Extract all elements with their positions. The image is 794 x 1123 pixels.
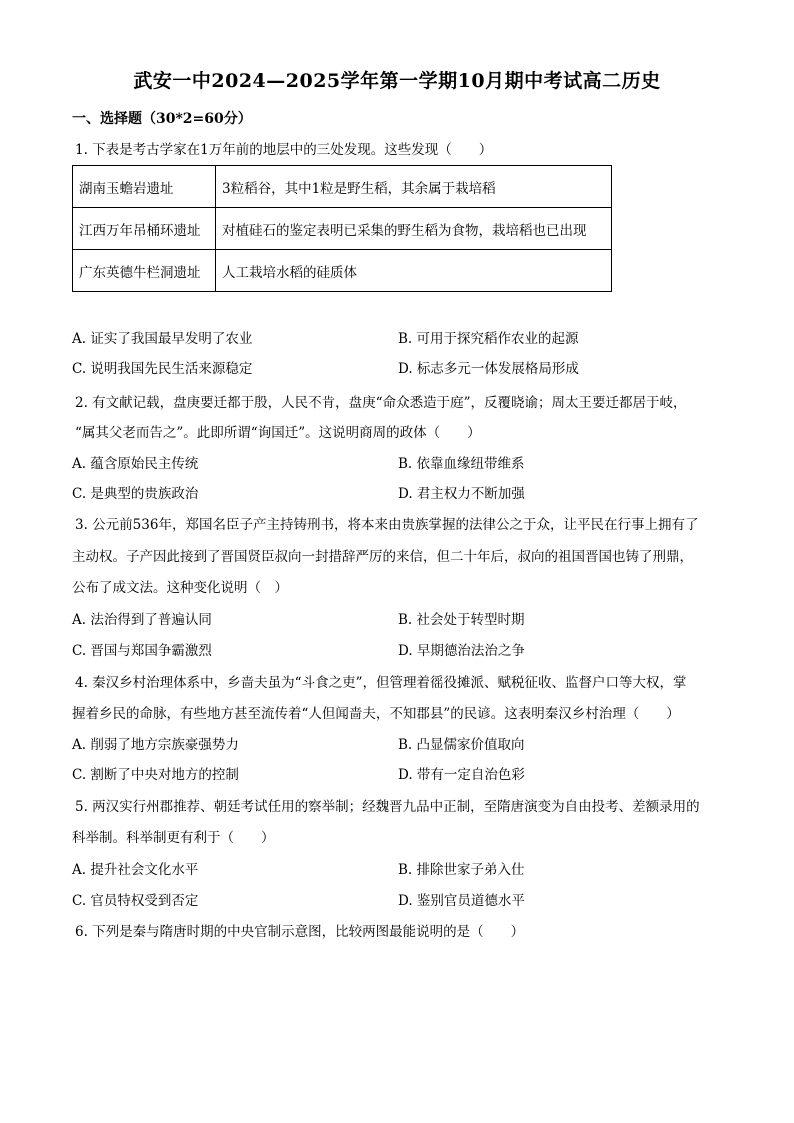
q5-option-c: C. 官员特权受到否定 — [72, 893, 199, 909]
table-cell-site: 江西万年吊桶环遗址 — [73, 208, 216, 250]
q1-option-c: C. 说明我国先民生活来源稳定 — [72, 361, 253, 377]
q2-option-a: A. 蕴含原始民主传统 — [72, 456, 199, 472]
table-cell-finding: 对植硅石的鉴定表明已采集的野生稻为食物，栽培稻也已出现 — [216, 208, 612, 250]
q4-option-a: A. 削弱了地方宗族豪强势力 — [72, 737, 239, 753]
q3-option-c: C. 晋国与郑国争霸激烈 — [72, 643, 212, 659]
q5-stem-line1: 5. 两汉实行州郡推荐、朝廷考试任用的察举制；经魏晋九品中正制，至隋唐演变为自由投考、差额录用的 — [75, 799, 700, 815]
q4-option-c: C. 割断了中央对地方的控制 — [72, 767, 239, 783]
q3-option-a: A. 法治得到了普遍认同 — [72, 612, 212, 628]
q2-option-c: C. 是典型的贵族政治 — [72, 486, 199, 502]
q4-stem-line1: 4. 秦汉乡村治理体系中，乡啬夫虽为“斗食之吏”，但管理着徭役摊派、赋税征收、监督户口等大权，掌 — [75, 675, 687, 691]
q1-option-a: A. 证实了我国最早发明了农业 — [72, 331, 253, 347]
q3-stem-line3: 公布了成文法。这种变化说明（ ） — [72, 580, 288, 596]
table-row — [73, 166, 612, 208]
q5-option-d: D. 鉴别官员道德水平 — [398, 893, 525, 909]
q3-option-d: D. 早期德治法治之争 — [398, 643, 525, 659]
q5-option-b: B. 排除世家子弟入仕 — [398, 862, 525, 878]
table-cell-finding: 人工栽培水稻的硅质体 — [216, 250, 612, 292]
q6-stem: 6. 下列是秦与隋唐时期的中央官制示意图，比较两图最能说明的是（ ） — [75, 924, 525, 940]
q3-stem-line1: 3. 公元前536年，郑国名臣子产主持铸刑书，将本来由贵族掌握的法律公之于众，让平民在行事上拥有了 — [75, 517, 699, 533]
table-cell-site: 湖南玉蟾岩遗址 — [73, 166, 216, 208]
q2-option-b: B. 依靠血缘纽带维系 — [398, 456, 525, 472]
table-row — [73, 250, 612, 292]
q4-stem-line2: 握着乡民的命脉，有些地方甚至流传着“人但闻啬夫，不知郡县”的民谚。这表明秦汉乡村治理（ ） — [72, 706, 680, 722]
q1-stem: 1. 下表是考古学家在1万年前的地层中的三处发现。这些发现（ ） — [75, 142, 493, 158]
q1-option-d: D. 标志多元一体发展格局形成 — [398, 361, 579, 377]
q2-stem-line1: 2. 有文献记载，盘庚要迁都于殷，人民不肯，盘庚“命众悉造于庭”，反覆晓谕；周太王要迁都居于岐， — [75, 395, 687, 411]
q3-stem-line2: 主动权。子产因此接到了晋国贤臣叔向一封措辞严厉的来信，但二十年后，叔向的祖国晋国也铸了刑鼎， — [72, 549, 693, 565]
q5-stem-line2: 科举制。科举制更有利于（ ） — [72, 830, 275, 846]
table-cell-finding: 3粒稻谷，其中1粒是野生稻，其余属于栽培稻 — [216, 166, 612, 208]
q2-option-d: D. 君主权力不断加强 — [398, 486, 525, 502]
q5-option-a: A. 提升社会文化水平 — [72, 862, 199, 878]
q2-stem-line2: “属其父老而告之”。此即所谓“询国迁”。这说明商周的政体（ ） — [75, 425, 481, 441]
q3-option-b: B. 社会处于转型时期 — [398, 612, 525, 628]
q1-findings-table — [72, 165, 612, 292]
table-cell-site: 广东英德牛栏洞遗址 — [73, 250, 216, 292]
q4-option-b: B. 凸显儒家价值取向 — [398, 737, 525, 753]
q1-option-b: B. 可用于探究稻作农业的起源 — [398, 331, 579, 347]
exam-title: 武安一中2024—2025学年第一学期10月期中考试高二历史 — [133, 70, 661, 92]
table-row — [73, 208, 612, 250]
q4-option-d: D. 带有一定自治色彩 — [398, 767, 525, 783]
section-heading: 一、选择题（30*2=60分） — [72, 111, 252, 127]
